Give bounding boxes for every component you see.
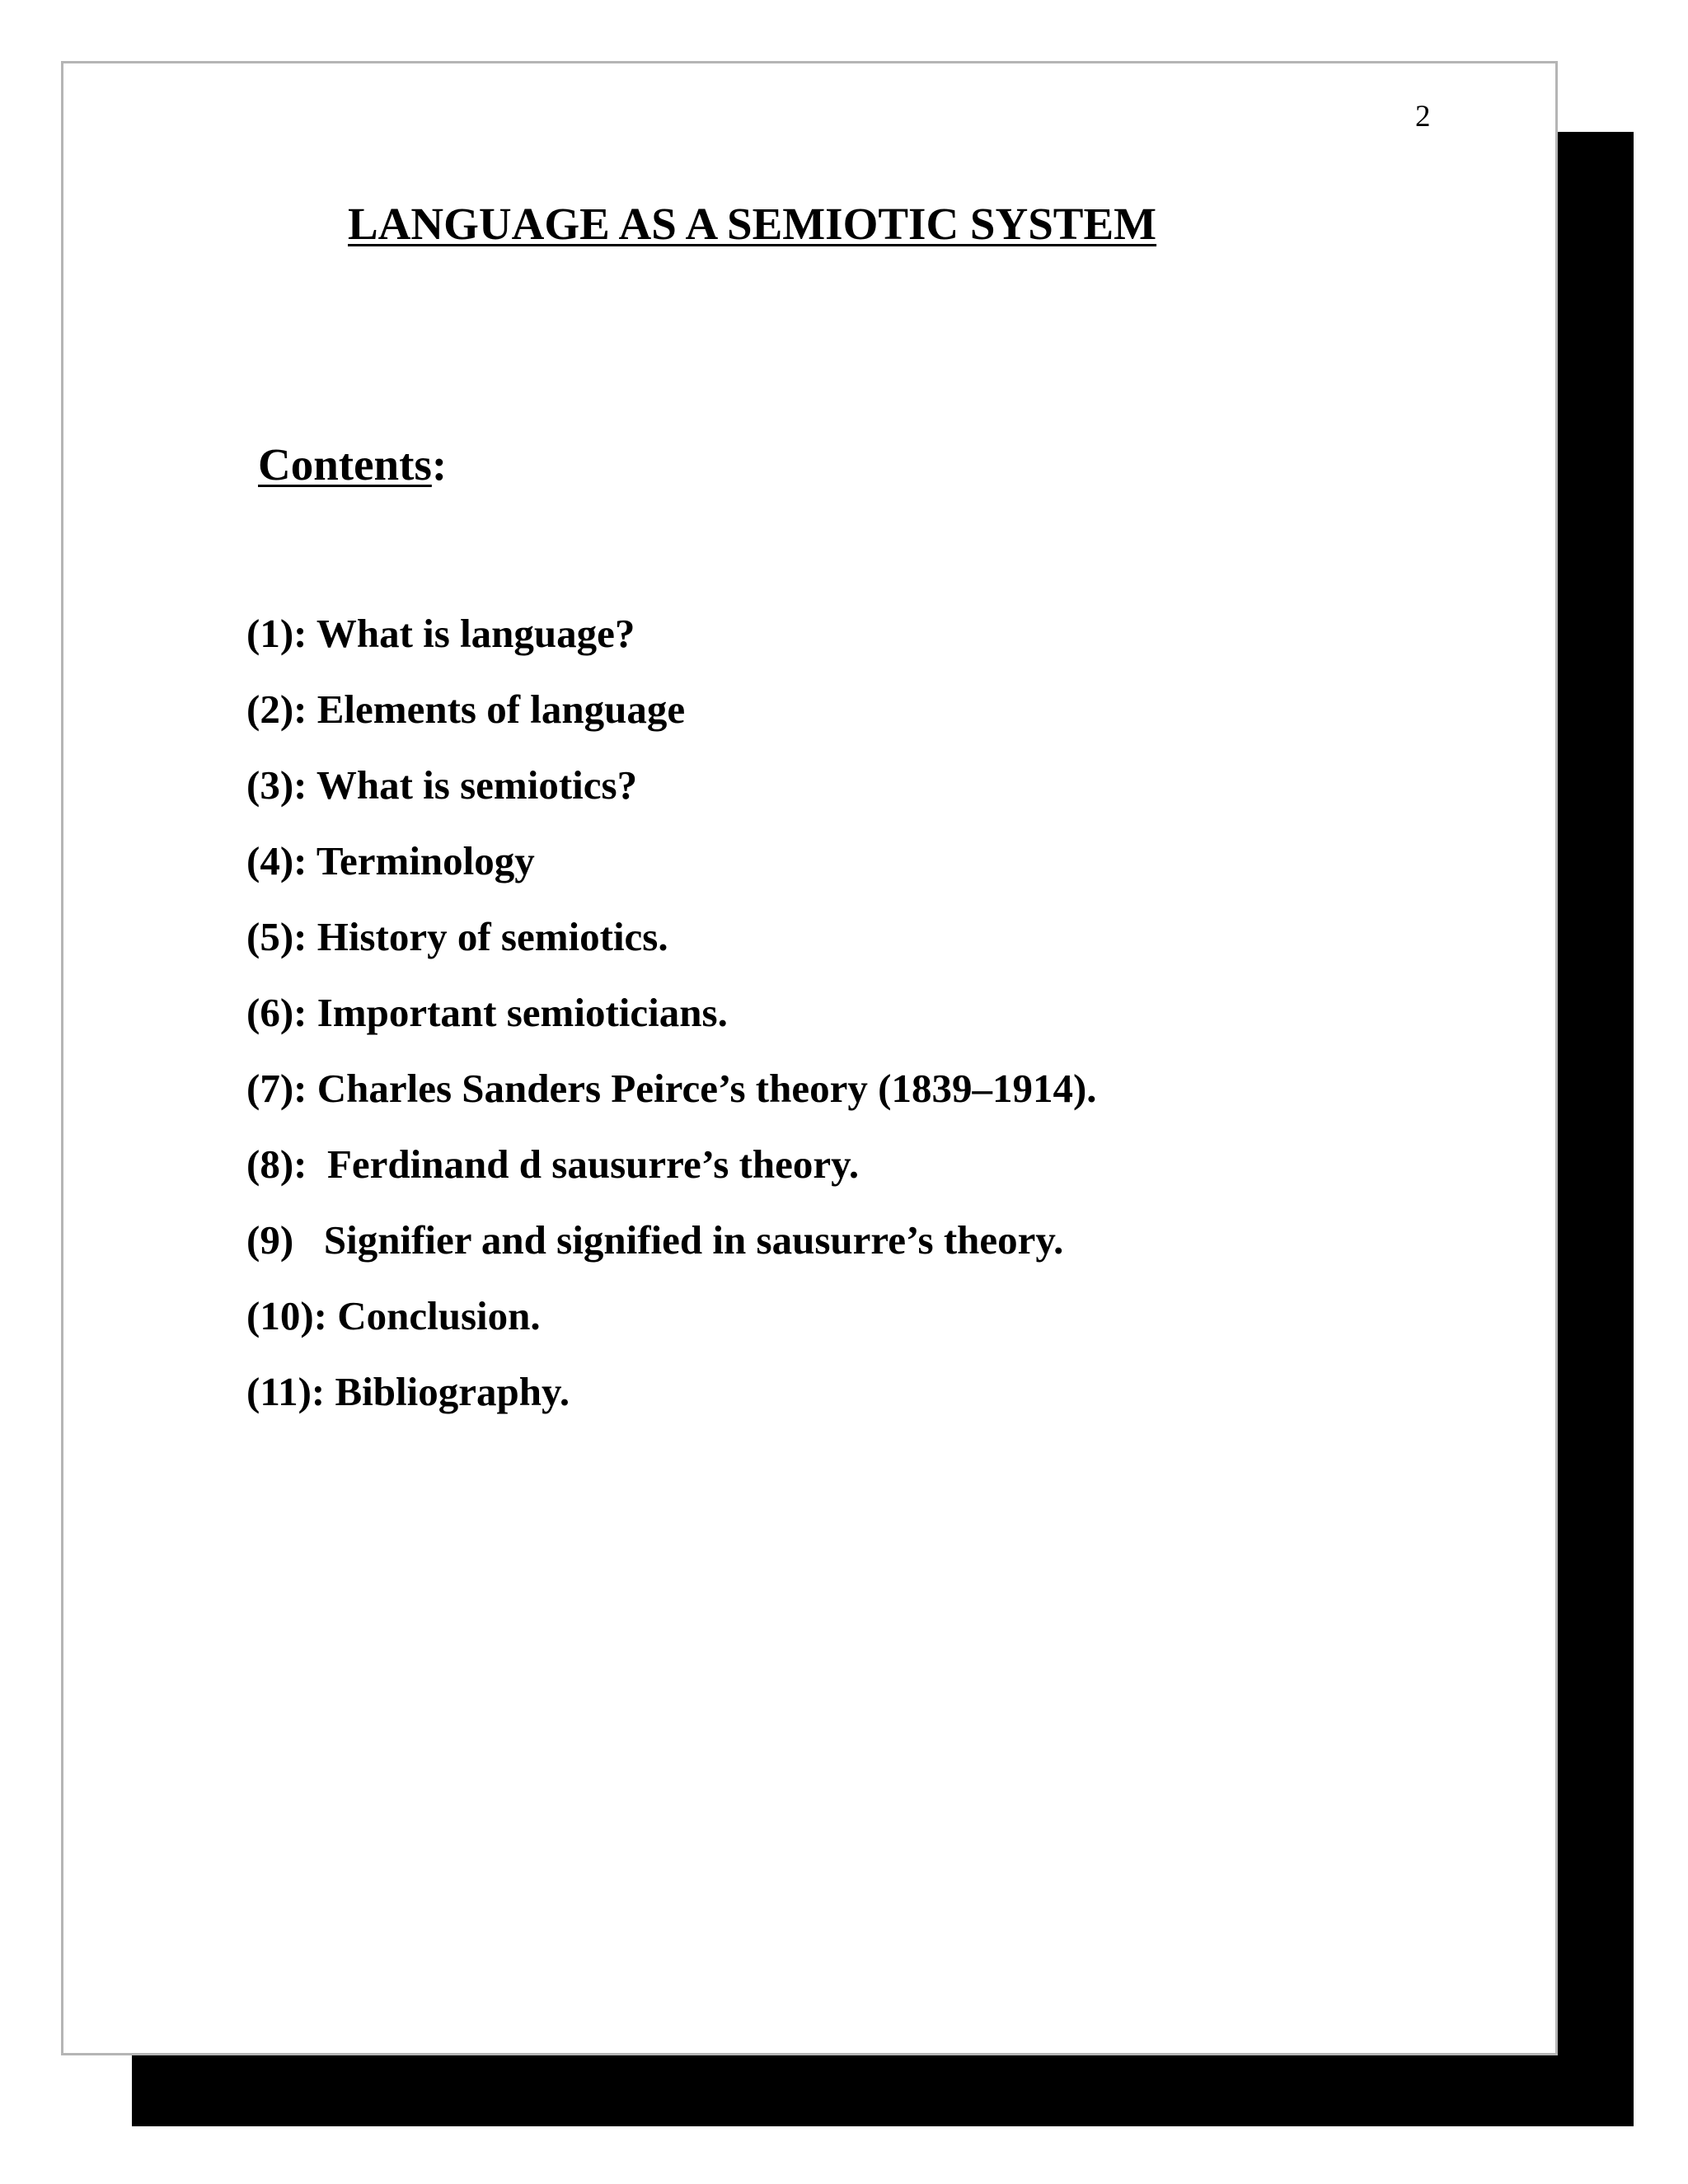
toc-item: (2): Elements of language: [246, 687, 686, 732]
toc-item: (3): What is semiotics?: [246, 762, 638, 808]
document-title-text: LANGUAGE AS A SEMIOTIC SYSTEM: [348, 199, 1157, 249]
toc-item: (1): What is language?: [246, 611, 635, 656]
toc-item: (8): Ferdinand d sausurre’s theory.: [246, 1141, 860, 1187]
toc-item: (7): Charles Sanders Peirce’s theory (1839–1914).: [246, 1066, 1097, 1111]
table-of-contents: [246, 613, 1097, 1447]
document-page: [61, 61, 1558, 2055]
page-number: 2: [1415, 100, 1431, 134]
toc-item: (11): Bibliography.: [246, 1369, 570, 1414]
toc-item: (10): Conclusion.: [246, 1293, 541, 1338]
toc-item: (6): Important semioticians.: [246, 990, 728, 1035]
contents-heading-word: Contents: [258, 439, 432, 490]
contents-heading-colon: :: [431, 439, 448, 490]
toc-item: (9) Signifier and signified in sausurre’s theory.: [246, 1217, 1064, 1263]
toc-item: (4): Terminology: [246, 838, 535, 883]
contents-heading: [258, 439, 448, 490]
toc-item: (5): History of semiotics.: [246, 914, 668, 959]
